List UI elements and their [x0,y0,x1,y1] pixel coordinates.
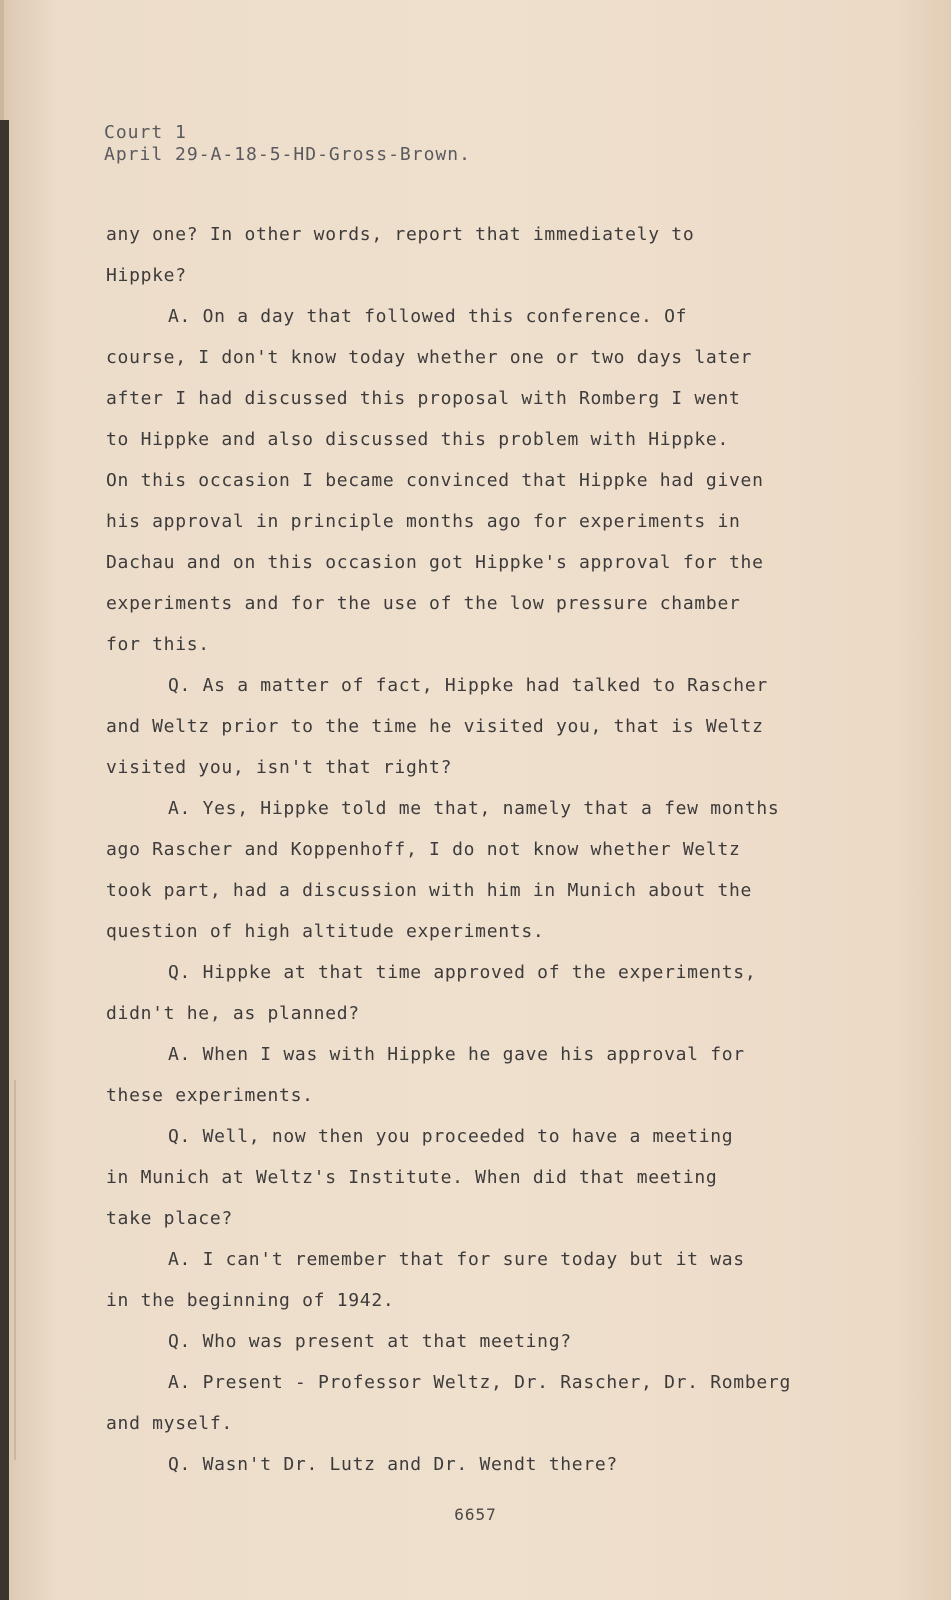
transcript-line: A. Yes, Hippke told me that, namely that a few months [168,798,780,819]
transcript-line: for this. [106,634,210,655]
transcript-line: ago Rascher and Koppenhoff, I do not know whether Weltz [106,839,741,860]
transcript-line: Q. Who was present at that meeting? [168,1331,572,1352]
torn-left-edge [0,120,9,1600]
transcript-line: Q. Hippke at that time approved of the experiments, [168,962,757,983]
transcript-line: experiments and for the use of the low pressure chamber [106,593,741,614]
transcript-line: and Weltz prior to the time he visited you, that is Weltz [106,716,764,737]
transcript-line: A. Present - Professor Weltz, Dr. Rascher, Dr. Romberg [168,1372,791,1393]
transcript-line: to Hippke and also discussed this problem with Hippke. [106,429,729,450]
transcript-line: On this occasion I became convinced that Hippke had given [106,470,764,491]
transcript-line: in Munich at Weltz's Institute. When did that meeting [106,1167,718,1188]
transcript-line: took part, had a discussion with him in Munich about the [106,880,753,901]
transcript-body [106,214,846,1485]
transcript-line: in the beginning of 1942. [106,1290,395,1311]
document-header [104,122,471,166]
transcript-line: and myself. [106,1413,233,1434]
transcript-line: Q. Well, now then you proceeded to have a meeting [168,1126,734,1147]
transcript-line: after I had discussed this proposal with Romberg I went [106,388,741,409]
transcript-line: visited you, isn't that right? [106,757,453,778]
transcript-line: take place? [106,1208,233,1229]
transcript-line: A. When I was with Hippke he gave his approval for [168,1044,745,1065]
transcript-line: any one? In other words, report that immediately to [106,224,695,245]
transcript-line: his approval in principle months ago for experiments in [106,511,741,532]
transcript-line: course, I don't know today whether one or two days later [106,347,753,368]
binding-marks [14,1080,30,1460]
reference-line: April 29-A-18-5-HD-Gross-Brown. [104,144,471,165]
transcript-line: Dachau and on this occasion got Hippke's approval for the [106,552,764,573]
transcript-line: A. I can't remember that for sure today but it was [168,1249,745,1270]
transcript-line: didn't he, as planned? [106,1003,360,1024]
transcript-line: A. On a day that followed this conference. Of [168,306,688,327]
transcript-line: Hippke? [106,265,187,286]
transcript-line: these experiments. [106,1085,314,1106]
transcript-line: question of high altitude experiments. [106,921,545,942]
page-number: 6657 [454,1505,497,1524]
transcript-line: Q. As a matter of fact, Hippke had talked to Rascher [168,675,768,696]
transcript-line: Q. Wasn't Dr. Lutz and Dr. Wendt there? [168,1454,618,1475]
page-edge-top [0,0,4,120]
court-label: Court 1 [104,122,187,143]
